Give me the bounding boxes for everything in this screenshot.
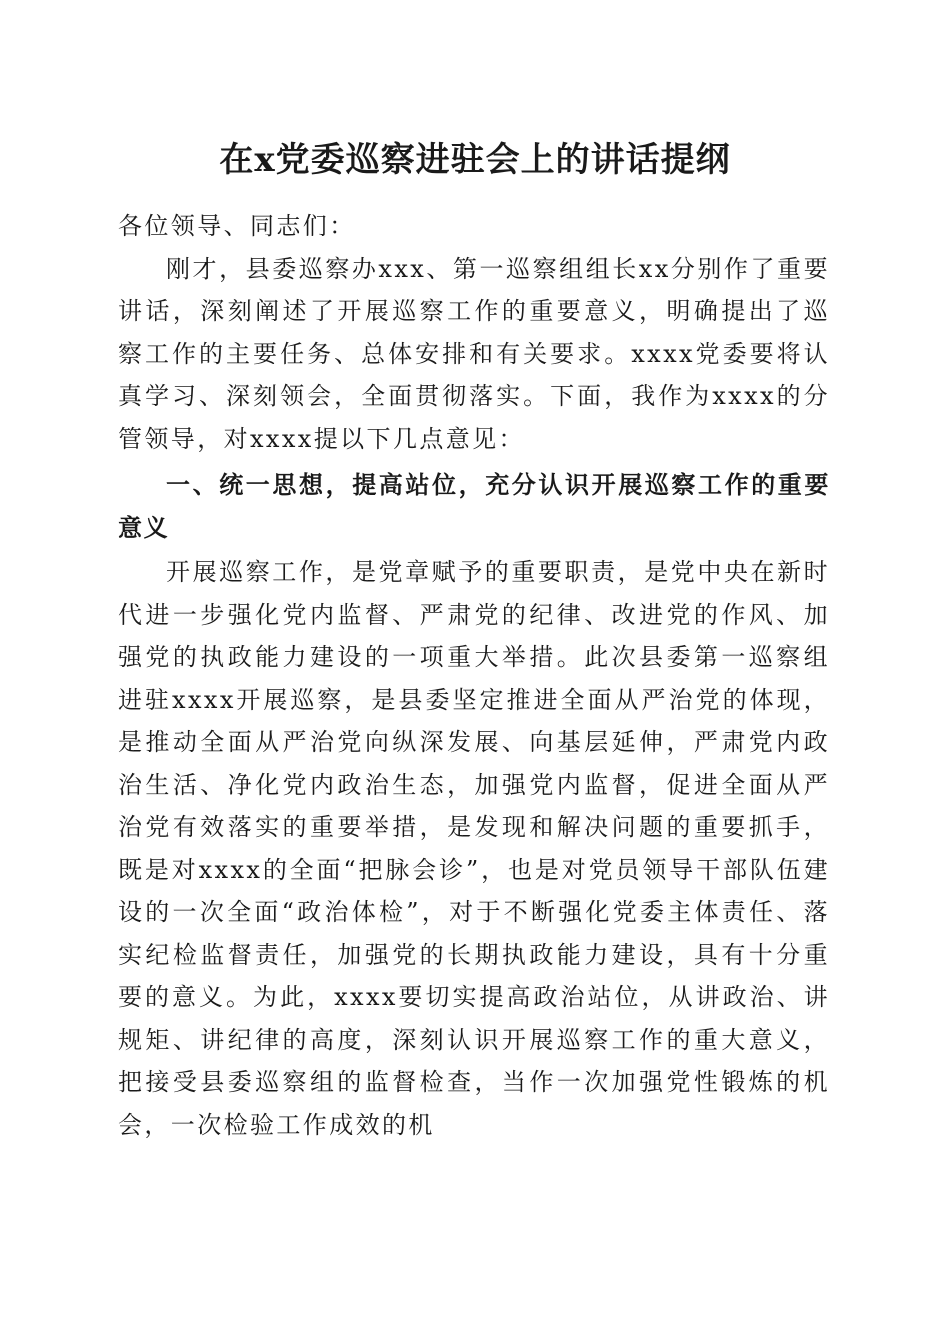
salutation: 各位领导、同志们：	[118, 212, 356, 240]
document-body	[118, 205, 830, 1146]
document-title: 在x党委巡察进驻会上的讲话提纲	[219, 140, 731, 180]
section-paragraph: 开展巡察工作，是党章赋予的重要职责，是党中央在新时代进一步强化党内监督、严肃党的纪律、改进党的作风、加强党的执政能力建设的一项重大举措。此次县委第一巡察组进驻xxxx开展巡察，是县委坚定推进全面从严治党的体现，是推动全面从严治党向纵深发展、向基层延伸，严肃党内政治生活、净化党内政治生态，加强党内监督，促进全面从严治党有效落实的重要举措，是发现和解决问题的重要抓手，既是对xxxx的全面“把脉会诊”，也是对党员领导干部队伍建设的一次全面“政治体检”，对于不断强化党委主体责任、落实纪检监督责任，加强党的长期执政能力建设，具有十分重要的意义。为此，xxxx要切实提高政治站位，从讲政治、讲规矩、讲纪律的高度，深刻认识开展巡察工作的重大意义，把接受县委巡察组的监督检查，当作一次加强党性锻炼的机会，一次检验工作成效的机	[118, 558, 830, 1139]
section-heading: 一、统一思想，提高站位，充分认识开展巡察工作的重要意义	[118, 471, 830, 542]
opening-paragraph: 刚才，县委巡察办xxx、第一巡察组组长xx分别作了重要讲话，深刻阐述了开展巡察工作的重要意义，明确提出了巡察工作的主要任务、总体安排和有关要求。xxxx党委要将认真学习、深刻领会，全面贯彻落实。下面，我作为xxxx的分管领导，对xxxx提以下几点意见：	[118, 254, 830, 453]
